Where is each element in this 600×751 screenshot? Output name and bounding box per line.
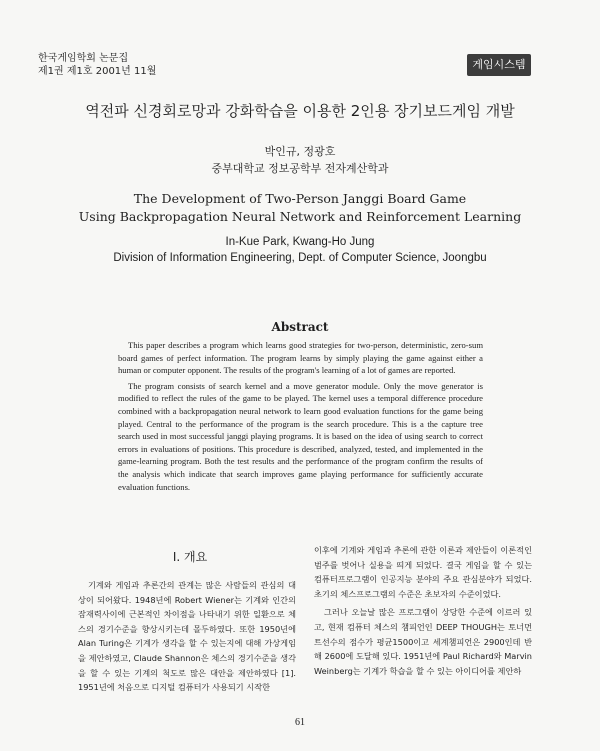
category-badge: 게임시스템 [467,54,531,76]
abstract-heading: Abstract [271,320,329,334]
section-heading: Ⅰ. 개요 [172,550,208,564]
right-column [314,543,532,682]
english-title-line1: The Development of Two-Person Janggi Board Game [133,191,467,206]
english-title-line2: Using Backpropagation Neural Network and Reinforcement Learning [78,209,522,224]
abstract-body [118,339,483,496]
korean-affiliation: 중부대학교 정보공학부 전자계산학과 [211,162,389,175]
korean-authors: 박인규, 정광호 [264,145,336,158]
journal-name: 한국게임학회 논문집 [38,53,129,64]
abstract-paragraph-1: This paper describes a program which learns good strategies for two-person, deterministic, zero-sum board games of perfect information. The program learns by simply playing the game against either a human or computer opponent. The results of the program's learning of a lot of games are reported. [118,340,483,376]
page-number: 61 [295,717,305,728]
english-authors: In-Kue Park, Kwang-Ho Jung [225,236,375,248]
intro-paragraph-right-2: 그러나 오늘날 많은 프로그램이 상당한 수준에 이르러 있고, 현재 컴퓨터 체스의 챔피언인 DEEP THOUGH는 토너먼트선수의 점수가 평균1500이고 세계챔피언은 2900인데 반해 2600에 도달해 있다. 1951년에 Paul Richard와 Marvin Weinberg는 기계가 학습을 할 수 있는 아이디어를 제안하 [314,607,532,676]
korean-title: 역전파 신경회로망과 강화학습을 이용한 2인용 장기보드게임 개발 [85,102,515,120]
left-column [78,578,296,699]
intro-paragraph-left: 기계와 게임과 추론간의 관계는 많은 사람들의 관심의 대상이 되어왔다. 1948년에 Robert Wiener는 기계와 인간의 잠재력사이에 근본적인 차이점을 나타내기 위한 일환으로 체스의 경기수준을 향상시키는데 몰두하였다. 또한 1950년에 Alan Turing은 기계가 생각을 할 수 있는지에 대해 가상게임을 제안하였고, Claude Shannon은 체스의 경기수준을 생각을 할 수 있는 기계의 척도로 많은 대안을 제안하였다 [1]. 1951년에 처음으로 디지털 컴퓨터가 사용되기 시작한 [78,580,296,693]
english-title [0,190,600,226]
journal-issue: 제1권 제1호 2001년 11월 [38,66,157,77]
intro-paragraph-right-1: 이후에 기계와 게임과 추론에 관한 이론과 제안들이 이론적인 범주를 벗어나 실용을 띄게 되었다. 결국 게임을 할 수 있는 컴퓨터프로그램이 인공지능 분야의 주요 관심분야가 되었다. 초기의 체스프로그램의 수준은 초보자의 수준이었다. [314,545,532,599]
english-affiliation: Division of Information Engineering, Dept. of Computer Science, Joongbu [113,252,487,264]
abstract-paragraph-2: The program consists of search kernel and a move generator module. Only the move generator is modified to reflect the rules of the game to be played. The kernel uses a temporal difference procedure combined with a backpropagation neural network to learn good evaluation functions for the game being played. Central to the performance of the program is the search procedure. This is a the capture tree search used in most successful janggi playing programs. It is based on the idea of using search to correct errors in evaluations of positions. This procedure is described, analyzed, tested, and implemented in the game-learning program. Both the test results and the performance of the program confirm the results of the analysis which indicate that search improves game playing performance for sufficiently accurate evaluation functions. [118,380,483,492]
journal-info [38,52,156,78]
